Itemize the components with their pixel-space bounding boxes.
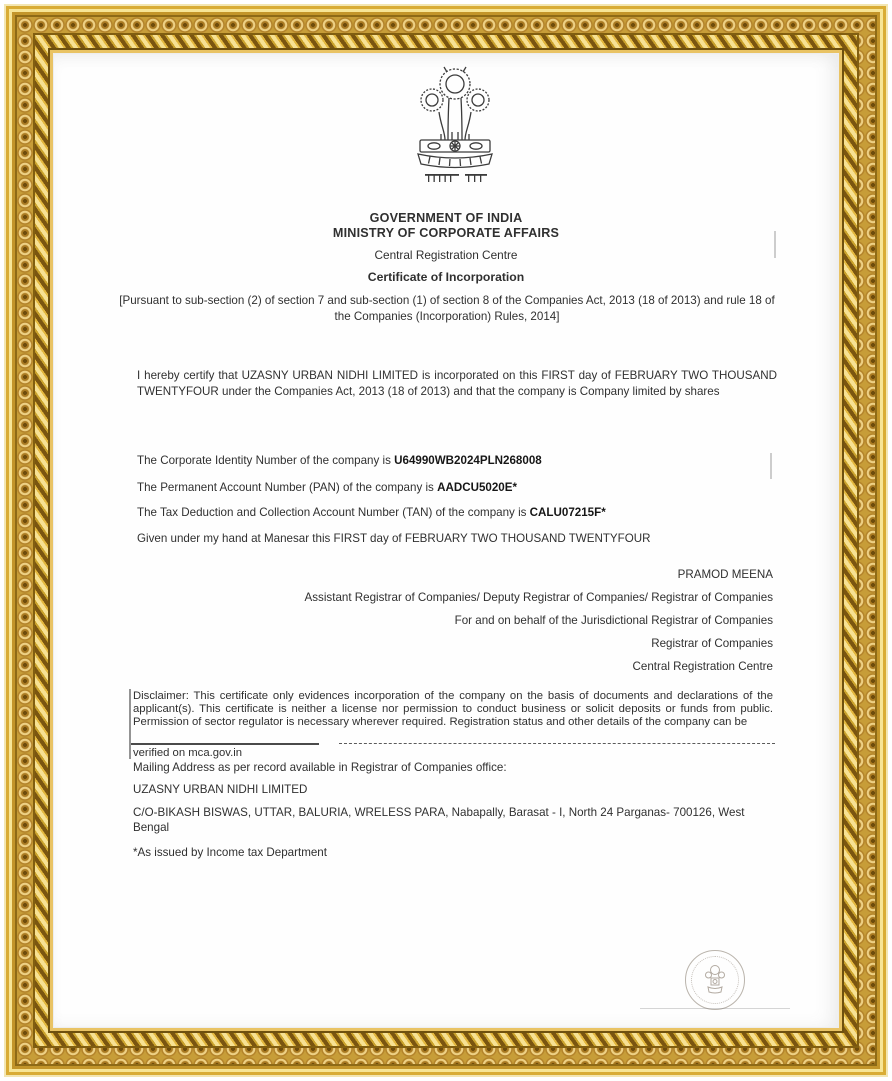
pan-line [137,480,517,496]
frame-rope-band [35,35,857,1046]
disclaimer-tail-line: verified on mca.gov.in [133,747,243,759]
cin-label: The Corporate Identity Number of the company is [137,454,395,467]
signatory-designation-2: For and on behalf of the Jurisdictional Registrar of Companies [454,614,773,627]
frame-molding-inner [50,50,842,1031]
certificate-paper [53,53,839,1028]
certificate-title: Certificate of Incorporation [367,270,525,284]
scan-artifact-vertical-rule [129,689,131,759]
certify-paragraph: I hereby certify that UZASNY URBAN NIDHI LIMITED is incorporated on this FIRST day of FEBRUARY TWO THOUSAND TWENTYFOUR under the Companies Act, 2013 (18 of 2013) and that the company is Company limited by shares [137,369,777,398]
cin-line [137,453,542,469]
cin-value: U64990WB2024PLN268008 [394,454,542,467]
frame-bead-band [17,17,875,1064]
scan-artifact-faint-line [640,1008,790,1009]
signatory-designation-3: Registrar of Companies [651,637,773,650]
tan-label: The Tax Deduction and Collection Account Number (TAN) of the company is [137,506,530,519]
tan-value: CALU07215F* [529,506,606,519]
pursuant-clause: [Pursuant to sub-section (2) of section 7 and sub-section (1) of section 8 of the Companies Act, 2013 (18 of 2013) and rule 18 of the Companies (Incorporation) Rules, 2014] [119,294,775,323]
ministry-line: MINISTRY OF CORPORATE AFFAIRS [332,226,560,240]
pan-label: The Permanent Account Number (PAN) of the company is [137,481,438,494]
pan-tan-footnote: *As issued by Income tax Department [133,846,327,859]
scan-artifact-solid-rule [131,743,319,745]
signatory-designation-4: Central Registration Centre [632,660,773,673]
scan-artifact-dashed-rule [339,743,775,744]
registration-centre-line: Central Registration Centre [374,248,518,262]
government-line: GOVERNMENT OF INDIA [369,211,523,225]
state-emblem-of-india-icon [405,60,505,188]
frame-molding-outer [4,4,888,1077]
signatory-name: PRAMOD MEENA [677,568,773,581]
pan-value: AADCU5020E* [437,481,517,494]
scan-artifact-tick-1 [774,231,776,258]
motto-script-marks [425,174,487,182]
given-under-hand-line: Given under my hand at Manesar this FIRST day of FEBRUARY TWO THOUSAND TWENTYFOUR [137,532,651,545]
disclaimer-paragraph: Disclaimer: This certificate only evidences incorporation of the company on the basis of documents and declarations of the applicant(s). This certificate is neither a license nor permission to conduct business or solicit deposits or funds from public. Permission of sector regulator is necessary wherever required. Registration status and other details of the company can be [133,690,773,728]
round-seal-stamp-icon [685,950,745,1010]
tan-line [137,505,606,521]
company-name: UZASNY URBAN NIDHI LIMITED [133,783,308,796]
scan-artifact-tick-2 [770,453,772,479]
company-address: C/O-BIKASH BISWAS, UTTAR, BALURIA, WRELESS PARA, Nabapally, Barasat - I, North 24 Parganas- 700126, West Bengal [133,806,745,834]
mailing-address-label: Mailing Address as per record available in Registrar of Companies office: [133,761,507,774]
signatory-designation-1: Assistant Registrar of Companies/ Deputy Registrar of Companies/ Registrar of Companies [304,591,773,604]
